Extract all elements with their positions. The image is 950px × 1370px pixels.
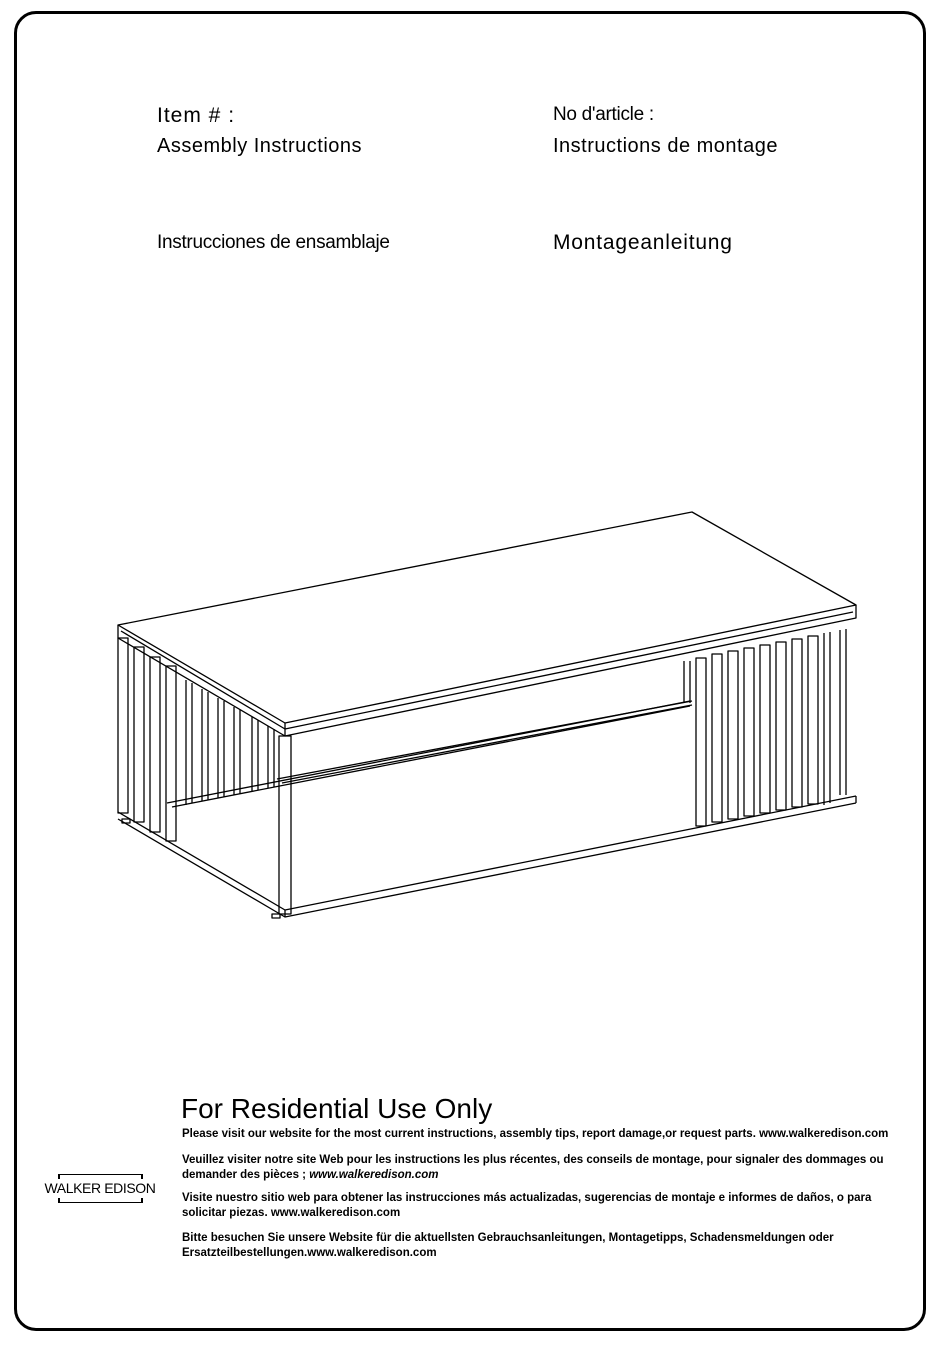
tabletop — [118, 512, 856, 723]
note-text-es: Visite nuestro sitio web para obtener las instrucciones más actualizadas, sugerencias de montaje e informes de daños, o para solicitar piezas. — [182, 1192, 872, 1219]
residential-use-heading: For Residential Use Only — [181, 1093, 493, 1124]
coffee-table-illustration — [112, 505, 867, 925]
item-number-label: Item # : — [157, 104, 236, 127]
note-text-de: Bitte besuchen Sie unsere Website für die aktuellsten Gebrauchsanleitungen, Montagetipps, Schadensmeldungen oder Ersatzteilbestellungen. — [182, 1232, 834, 1259]
website-link-fr[interactable]: www.walkeredison.com — [309, 1169, 439, 1181]
logo-text: WALKER EDISON — [44, 1180, 156, 1196]
website-note-es — [182, 1191, 910, 1221]
front-leg — [279, 736, 291, 914]
website-note-en — [182, 1127, 910, 1142]
no-article-label: No d'article : — [553, 104, 654, 125]
note-text-fr: Veuillez visiter notre site Web pour les instructions les plus récentes, des conseils de montage, pour signaler des dommages ou demander des pièces ; — [182, 1154, 884, 1181]
bottom-frame — [118, 796, 856, 910]
website-note-fr — [182, 1153, 910, 1183]
title-assembly-instructions-en: Assembly Instructions — [157, 135, 363, 157]
title-instructions-es: Instrucciones de ensamblaje — [157, 232, 390, 253]
title-instructions-fr: Instructions de montage — [553, 135, 778, 157]
left-slats — [118, 638, 274, 841]
website-link-en[interactable]: www.walkeredison.com — [759, 1128, 889, 1140]
website-note-de — [182, 1231, 910, 1261]
note-text-en: Please visit our website for the most current instructions, assembly tips, report damage,or request parts. — [182, 1128, 760, 1140]
right-slats — [684, 629, 846, 826]
title-instructions-de: Montageanleitung — [553, 231, 733, 254]
website-link-es[interactable]: www.walkeredison.com — [270, 1207, 401, 1219]
website-link-de[interactable]: www.walkeredison.com — [307, 1247, 437, 1259]
tabletop-edge — [118, 605, 856, 736]
walker-edison-logo — [38, 1172, 162, 1206]
